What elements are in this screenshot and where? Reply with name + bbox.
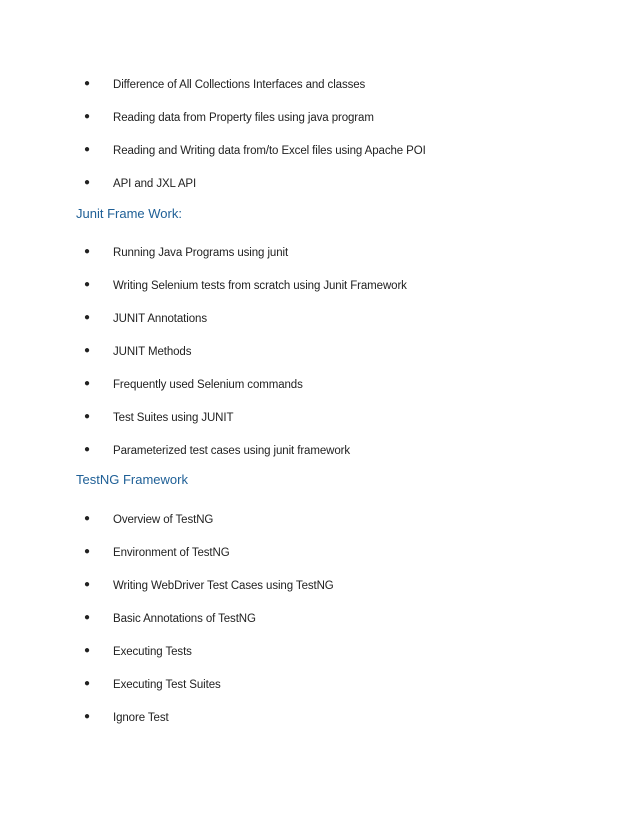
list-item-text: API and JXL API — [113, 178, 197, 190]
bullet-icon: ● — [84, 144, 90, 155]
list-item-text: Parameterized test cases using junit framework — [113, 445, 351, 457]
list-item-text: Basic Annotations of TestNG — [113, 613, 256, 625]
bullet-icon: ● — [84, 612, 90, 623]
list-item — [0, 78, 638, 111]
bullet-icon: ● — [84, 279, 90, 290]
bullet-list-junit — [0, 246, 638, 477]
list-item-text: Frequently used Selenium commands — [113, 379, 303, 391]
bullet-icon: ● — [84, 177, 90, 188]
bullet-list-testng — [0, 513, 638, 744]
list-item-text: Reading and Writing data from/to Excel files using Apache POI — [113, 145, 426, 157]
list-item — [0, 111, 638, 144]
bullet-icon: ● — [84, 312, 90, 323]
list-item — [0, 144, 638, 177]
section-heading-testng: TestNG Framework — [76, 472, 188, 487]
bullet-icon: ● — [84, 645, 90, 656]
bullet-icon: ● — [84, 345, 90, 356]
list-item-text: Executing Tests — [113, 646, 192, 658]
list-item-text: Environment of TestNG — [113, 547, 230, 559]
list-item-text: JUNIT Annotations — [113, 313, 207, 325]
list-item — [0, 345, 638, 378]
list-item-text: Difference of All Collections Interfaces and classes — [113, 79, 366, 91]
list-item — [0, 612, 638, 645]
bullet-icon: ● — [84, 378, 90, 389]
list-item — [0, 678, 638, 711]
list-item — [0, 312, 638, 345]
list-item-text: Running Java Programs using junit — [113, 247, 289, 259]
bullet-icon: ● — [84, 579, 90, 590]
bullet-icon: ● — [84, 711, 90, 722]
bullet-icon: ● — [84, 513, 90, 524]
list-item — [0, 546, 638, 579]
list-item-text: JUNIT Methods — [113, 346, 192, 358]
list-item — [0, 378, 638, 411]
bullet-icon: ● — [84, 444, 90, 455]
bullet-icon: ● — [84, 411, 90, 422]
bullet-list-collections — [0, 78, 638, 210]
list-item — [0, 579, 638, 612]
list-item-text: Writing WebDriver Test Cases using TestNG — [113, 580, 334, 592]
list-item-text: Overview of TestNG — [113, 514, 214, 526]
list-item-text: Executing Test Suites — [113, 679, 221, 691]
list-item — [0, 711, 638, 744]
list-item — [0, 411, 638, 444]
list-item — [0, 279, 638, 312]
list-item — [0, 645, 638, 678]
bullet-icon: ● — [84, 246, 90, 257]
list-item — [0, 246, 638, 279]
list-item-text: Ignore Test — [113, 712, 169, 724]
section-heading-junit: Junit Frame Work: — [76, 206, 182, 221]
bullet-icon: ● — [84, 78, 90, 89]
list-item-text: Writing Selenium tests from scratch using Junit Framework — [113, 280, 407, 292]
list-item — [0, 513, 638, 546]
bullet-icon: ● — [84, 546, 90, 557]
bullet-icon: ● — [84, 678, 90, 689]
list-item-text: Test Suites using JUNIT — [113, 412, 234, 424]
list-item-text: Reading data from Property files using java program — [113, 112, 374, 124]
bullet-icon: ● — [84, 111, 90, 122]
